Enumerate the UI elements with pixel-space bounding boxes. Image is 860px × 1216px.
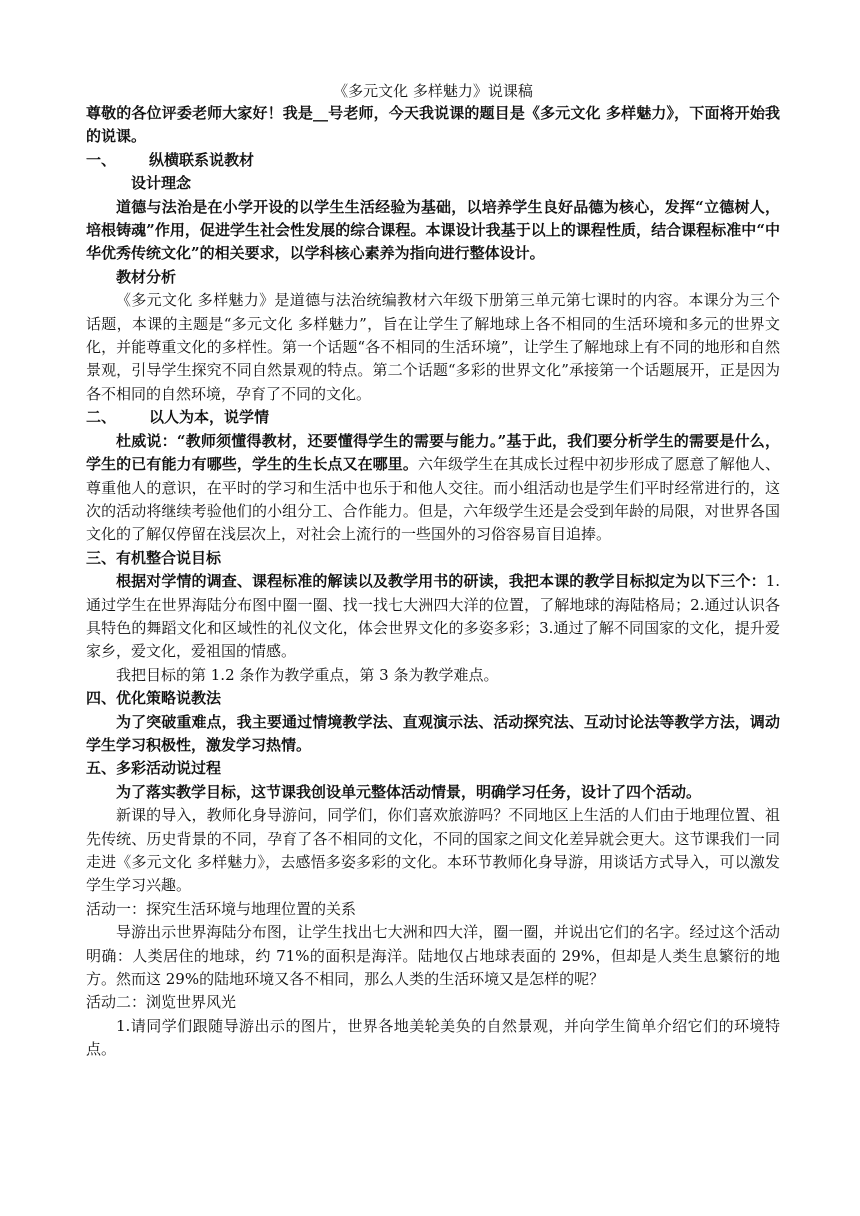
activity-2-title: 活动二：浏览世界风光 — [86, 993, 237, 1012]
textbook-analysis-subheading: 教材分析 — [116, 267, 177, 286]
activity-1-paragraph: 导游出示世界海陆分布图，让学生找出七大洲和四大洋，圈一圈，并说出它们的名字。经过这个活动明确：人类居住的地球，约 71%的面积是海洋。陆地仅占地球表面的 29%，但却是人类生息繁衍的地方。然而这 29%的陆地环境又各不相同，那么人类的生活环境又是怎样的呢？ — [86, 923, 780, 989]
document-page — [86, 80, 780, 1062]
learner-analysis-text: 六年级学生在其成长过程中初步形成了愿意了解他人、尊重他人的意识，在平时的学习和生活中也乐于和他人交往。而小组活动也是学生们平时经常进行的，这次的活动将继续考验他们的小组分工、合作能力。但是，六年级学生还是会受到年龄的局限，对世界各国文化的了解仅停留在浅层次上，对社会上流行的一些国外的习俗容易盲目追捧。 — [86, 455, 780, 544]
activity-2-paragraph: 1.请同学们跟随导游出示的图片，世界各地美轮美奂的自然景观，并向学生简单介绍它们的环境特点。 — [86, 1016, 780, 1059]
objectives-intro: 根据对学情的调查、课程标准的解读以及教学用书的研读，我把本课的教学目标拟定为以下三个： — [116, 572, 766, 591]
design-concept-subheading: 设计理念 — [131, 174, 192, 193]
greeting-paragraph: 尊敬的各位评委老师大家好！我是__号老师，今天我说课的题目是《多元文化 多样魅力》，下面将开始我的说课。 — [86, 104, 780, 146]
section-2-title: 以人为本，说学情 — [149, 408, 270, 427]
textbook-analysis-paragraph: 《多元文化 多样魅力》是道德与法治统编教材六年级下册第三单元第七课时的内容。本课分为三个话题，本课的主题是“多元文化 多样魅力”，旨在让学生了解地球上各不相同的生活环境和多元的世界文化，并能尊重文化的多样性。第一个话题“各不相同的生活环境”，让学生了解地球上有不同的地形和自然景观，引导学生探究不同自然景观的特点。第二个话题“多彩的世界文化”承接第一个话题展开，正是因为各不相同的自然环境，孕育了不同的文化。 — [86, 291, 780, 403]
section-1-number: 一、 — [86, 150, 117, 169]
objectives-paragraph — [86, 570, 780, 664]
key-points-paragraph: 我把目标的第 1.2 条作为教学重点，第 3 条为教学难点。 — [116, 665, 499, 684]
learner-analysis-paragraph — [86, 430, 780, 547]
section-4-heading: 四、优化策略说教法 — [86, 689, 222, 708]
section-5-heading: 五、多彩活动说过程 — [86, 759, 222, 778]
objectives-list: 1.通过学生在世界海陆分布图中圈一圈、找一找七大洲四大洋的位置，了解地球的海陆格局；2.通过认识各具特色的舞蹈文化和区域性的礼仪文化，体会世界文化的多姿多彩；3.通过了解不同国家的文化，提升爱家乡，爱文化，爱祖国的情感。 — [86, 572, 780, 661]
dewey-quote: 杜威说：“教师须懂得教材，还要懂得学生的需要与能力。”基于此，我们要分析学生的需要是什么，学生的已有能力有哪些，学生的生长点又在哪里。 — [86, 431, 780, 474]
design-concept-paragraph: 道德与法治是在小学开设的以学生生活经验为基础，以培养学生良好品德为核心，发挥“立德树人，培根铸魂”作用，促进学生社会性发展的综合课程。本课设计我基于以上的课程性质，结合课程标准中“中华优秀传统文化”的相关要求，以学科核心素养为指向进行整体设计。 — [86, 197, 780, 263]
section-2-heading — [86, 406, 780, 429]
section-2-number: 二、 — [86, 408, 117, 427]
process-intro-bold: 为了落实教学目标，这节课我创设单元整体活动情景，明确学习任务，设计了四个活动。 — [116, 782, 702, 801]
teaching-methods-paragraph: 为了突破重难点，我主要通过情境教学法、直观演示法、活动探究法、互动讨论法等教学方法，调动学生学习积极性，激发学习热情。 — [86, 712, 780, 754]
activity-1-title: 活动一：探究生活环境与地理位置的关系 — [86, 899, 357, 918]
section-1-title: 纵横联系说教材 — [149, 150, 255, 169]
lesson-introduction-paragraph: 新课的导入，教师化身导游问，同学们，你们喜欢旅游吗？不同地区上生活的人们由于地理位置、祖先传统、历史背景的不同，孕育了各不相同的文化，不同的国家之间文化差异就会更大。这节课我们一同走进《多元文化 多样魅力》，去感悟多姿多彩的文化。本环节教师化身导游，用谈话方式导入，可以激发学生学习兴趣。 — [86, 806, 780, 895]
section-1-heading — [86, 149, 780, 172]
section-3-heading: 三、有机整合说目标 — [86, 548, 222, 567]
document-title: 《多元文化 多样魅力》说课稿 — [333, 82, 533, 100]
